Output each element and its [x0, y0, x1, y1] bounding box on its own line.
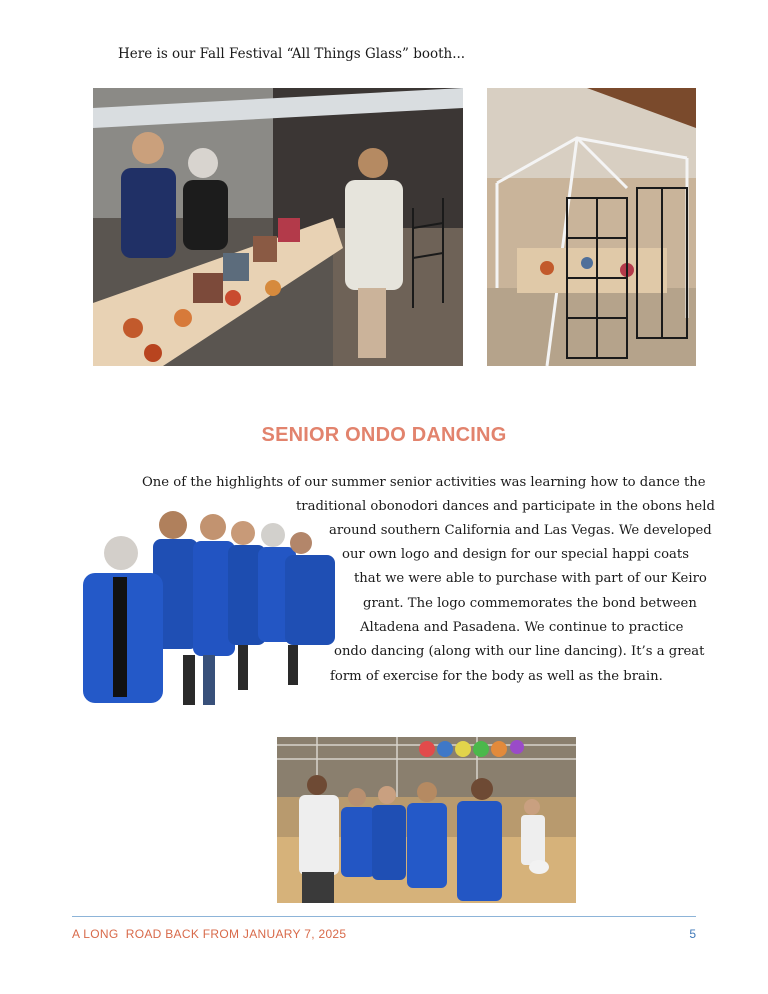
booth-photo-tent [487, 88, 696, 366]
footer-rule [72, 916, 696, 917]
body-line-9: form of exercise for the body as well as the brain. [330, 669, 663, 684]
section-title: SENIOR ONDO DANCING [261, 424, 507, 446]
page-number: 5 [689, 927, 696, 941]
ondo-dance-event-photo [277, 737, 576, 903]
body-line-5: that we were able to purchase with part of our Keiro [354, 571, 707, 586]
body-line-4: our own logo and design for our special happi coats [342, 547, 689, 562]
body-line-6: grant. The logo commemorates the bond between [363, 596, 697, 611]
body-line-3: around southern California and Las Vegas. We developed [329, 523, 712, 538]
body-line-8: ondo dancing (along with our line dancing). It’s a great [334, 644, 705, 659]
footer-title: A LONG ROAD BACK FROM JANUARY 7, 2025 [72, 927, 347, 941]
body-line-1: One of the highlights of our summer senior activities was learning how to dance the [142, 475, 706, 490]
booth-photo-people [93, 88, 463, 366]
intro-caption: Here is our Fall Festival “All Things Glass” booth... [118, 46, 466, 62]
body-line-2: traditional obonodori dances and participate in the obons held [296, 499, 715, 514]
group-happi-coats-photo [73, 505, 349, 710]
body-line-7: Altadena and Pasadena. We continue to practice [360, 620, 684, 635]
